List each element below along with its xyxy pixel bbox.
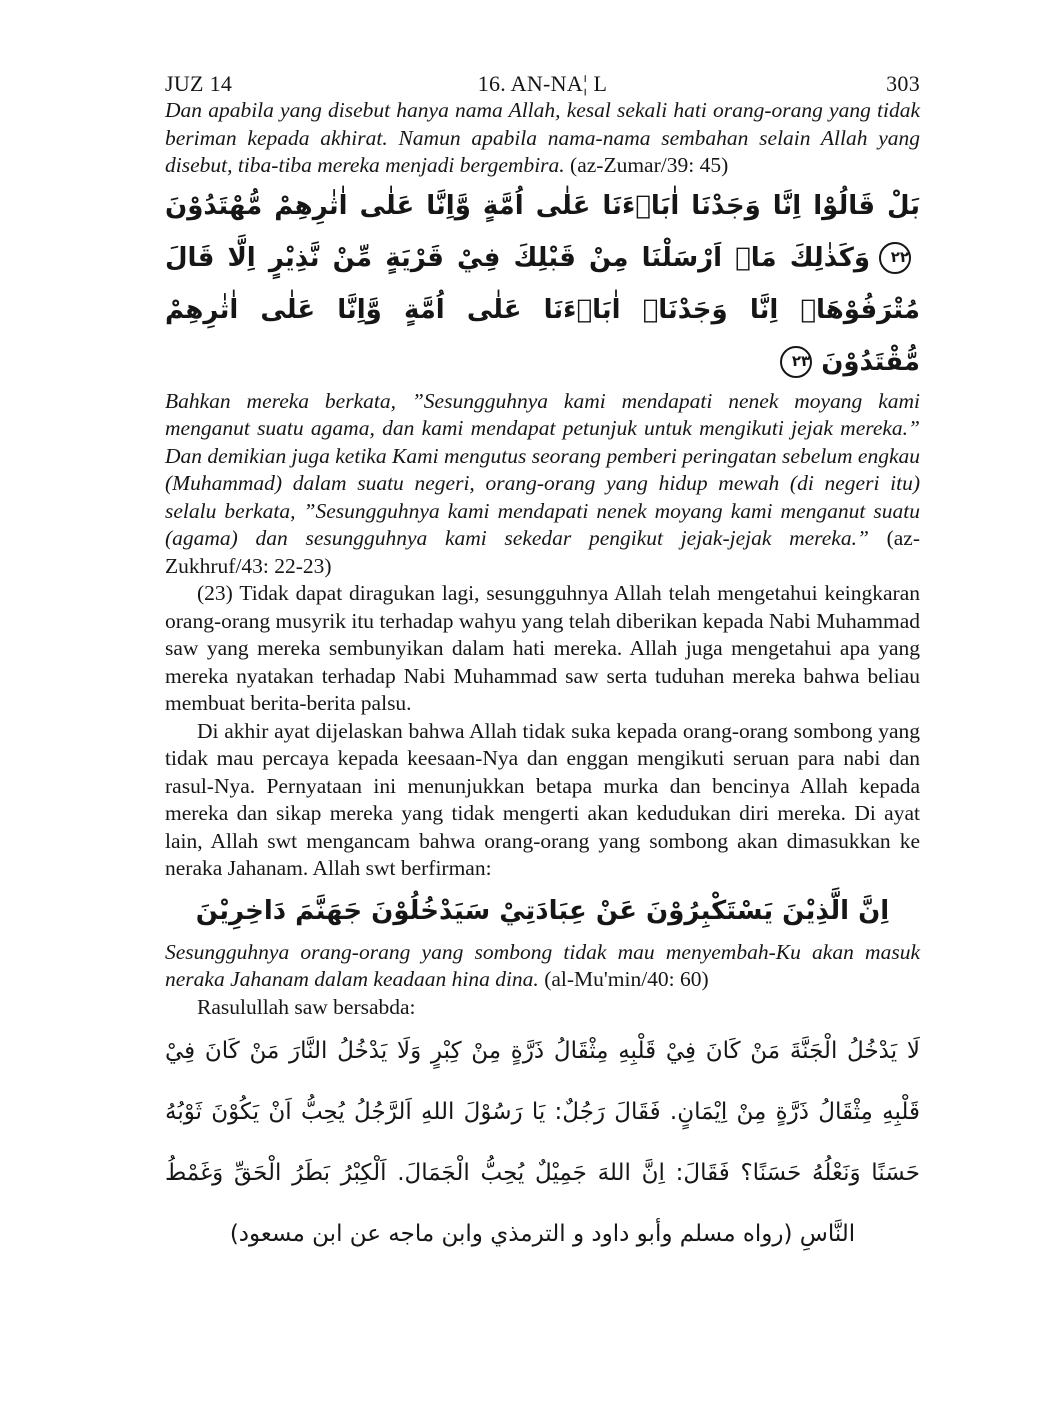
page-number: 303 bbox=[886, 71, 920, 96]
translation-zukhruf-reference: (az-Zukhruf/43: 22-23) bbox=[165, 526, 920, 578]
translation-zumar-paragraph bbox=[165, 97, 920, 180]
hadith-arabic-text: لَا يَدْخُلُ الْجَنَّةَ مَنْ كَانَ فِيْ قَلْبِهِ مِثْقَالُ ذَرَّةٍ مِنْ كِبْرٍ وَلَا يَدْخُلُ النَّارَ مَنْ كَانَ فِيْ قَلْبِهِ مِثْقَالُ ذَرَّةٍ مِنْ اِيْمَانٍ. فَقَالَ رَجُلٌ: يَا رَسُوْلَ اللهِ اَلرَّجُلُ يُحِبُّ اَنْ يَكُوْنَ ثَوْبُهُ حَسَنًا وَنَعْلُهُ حَسَنًا؟ فَقَالَ: اِنَّ اللهَ جَمِيْلٌ يُحِبُّ الْجَمَالَ. اَلْكِبْرُ بَطَرُ الْحَقِّ وَغَمْطُ النَّاسِ (رواه مسلم وأبو داود و الترمذي وابن ماجه عن ابن مسعود) bbox=[165, 1038, 920, 1247]
translation-zukhruf-paragraph bbox=[165, 388, 920, 581]
hadith-intro: Rasulullah saw bersabda: bbox=[197, 994, 416, 1019]
commentary-paragraph-closing: Di akhir ayat dijelaskan bahwa Allah tidak suka kepada orang-orang sombong yang tidak mau percaya kepada keesaan-Nya dan enggan mengikuti seruan para nabi dan rasul-Nya. Pernyataan ini menunjukkan betapa murka dan bencinya Allah kepada mereka dan sikap mereka yang tidak mengerti akan kedudukan diri mereka. Di ayat lain, Allah swt mengancam bahwa orang-orang yang sombong akan dimasukkan ke neraka Jahanam. Allah swt berfirman: bbox=[165, 718, 920, 880]
ayah-number-marker-22: ٢٢ bbox=[879, 242, 911, 274]
quran-zukhruf-ayah23-text: وَكَذٰلِكَ مَاۤ اَرْسَلْنَا مِنْ قَبْلِكَ فِيْ قَرْيَةٍ مِّنْ نَّذِيْرٍ اِلَّا قَالَ مُتْرَفُوْهَاۤ اِنَّا وَجَدْنَاۤ اٰبَاۤءَنَا عَلٰى اُمَّةٍ وَّاِنَّا عَلٰى اٰثٰرِهِمْ مُّقْتَدُوْنَ bbox=[165, 242, 920, 377]
translation-zumar-reference: (az-Zumar/39: 45) bbox=[570, 153, 729, 177]
translation-zukhruf-text: Bahkan mereka berkata, ”Sesungguhnya kami mendapati nenek moyang kami menganut suatu agama, dan kami mendapat petunjuk untuk mengikuti jejak mereka.” Dan demikian juga ketika Kami mengutus seorang pemberi peringatan sebelum engkau (Muhammad) dalam suatu negeri, orang-orang yang hidup mewah (di negeri itu) selalu berkata, ”Sesungguhnya kami mendapati nenek moyang kami menganut suatu (agama) dan sesungguhnya kami sekedar pengikut jejak-jejak mereka.” bbox=[165, 388, 920, 550]
translation-ghafir-text: Sesungguhnya orang-orang yang sombong tidak mau menyembah-Ku akan masuk neraka Jahanam dalam keadaan hina dina. bbox=[165, 939, 920, 991]
quran-verse-ghafir: اِنَّ الَّذِيْنَ يَسْتَكْبِرُوْنَ عَنْ عِبَادَتِيْ سَيَدْخُلُوْنَ جَهَنَّمَ دَاخِرِيْنَ bbox=[195, 895, 890, 926]
ayah-number-marker-23: ٢٣ bbox=[780, 346, 812, 378]
quran-zukhruf-ayah22-text: بَلْ قَالُوْا اِنَّا وَجَدْنَا اٰبَاۤءَنَا عَلٰى اُمَّةٍ وَّاِنَّا عَلٰى اٰثٰرِهِمْ مُّهْتَدُوْنَ bbox=[165, 190, 920, 221]
quran-verse-zukhruf bbox=[165, 180, 920, 388]
running-head bbox=[165, 70, 920, 97]
translation-ghafir-reference: (al-Mu'min/40: 60) bbox=[544, 967, 709, 991]
translation-zumar-text: Dan apabila yang disebut hanya nama Allah, kesal sekali hati orang-orang yang tidak beriman kepada akhirat. Namun apabila nama-nama sembahan selain Allah yang disebut, tiba-tiba mereka menjadi bergembira. bbox=[165, 98, 920, 177]
translation-ghafir-paragraph bbox=[165, 939, 920, 994]
surah-title: 16. AN-NA¦ L bbox=[477, 71, 608, 96]
juz-label: JUZ 14 bbox=[165, 71, 233, 96]
commentary-paragraph-23: (23) Tidak dapat diragukan lagi, sesungguhnya Allah telah mengetahui keingkaran orang-orang musyrik itu terhadap wahyu yang telah diberikan kepada Nabi Muhammad saw yang mereka sembunyikan dalam hati mereka. Allah juga mengetahui apa yang mereka nyatakan terhadap Nabi Muhammad saw serta tuduhan mereka bahwa beliau membuat berita-berita palsu. bbox=[165, 581, 920, 715]
